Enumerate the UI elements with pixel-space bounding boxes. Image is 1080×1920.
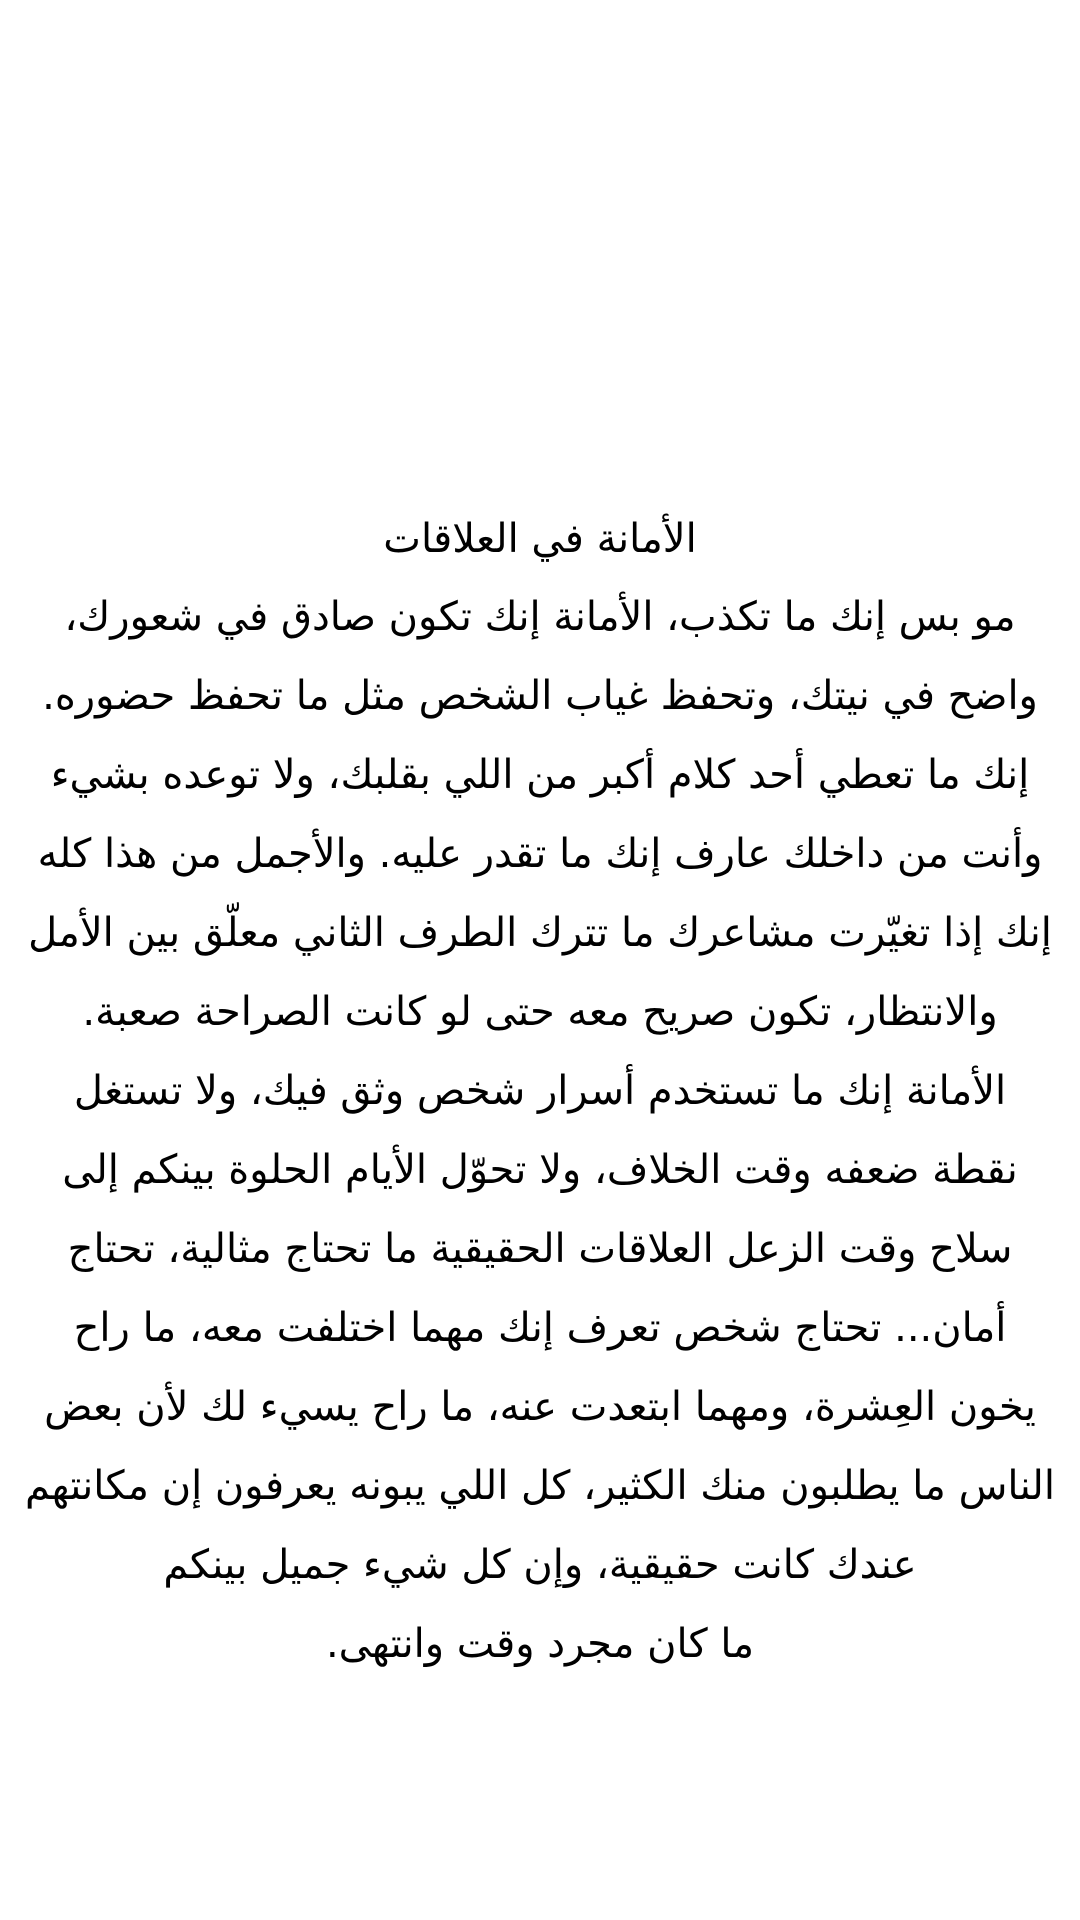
- note-title: الأمانة في العلاقات: [383, 516, 697, 562]
- note-line: سلاح وقت الزعل العلاقات الحقيقية ما تحتاج مثالية، تحتاج: [67, 1226, 1013, 1272]
- note-line: يخون العِشرة، ومهما ابتعدت عنه، ما راح يسيء لك لأن بعض: [44, 1384, 1036, 1430]
- note-line: الأمانة إنك ما تستخدم أسرار شخص وثق فيك، ولا تستغل: [73, 1068, 1007, 1114]
- note-line: نقطة ضعفه وقت الخلاف، ولا تحوّل الأيام الحلوة بينكم إلى: [62, 1147, 1018, 1193]
- note-body: [0, 578, 1080, 1684]
- note-line: مو بس إنك ما تكذب، الأمانة إنك تكون صادق في شعورك،: [64, 594, 1016, 640]
- note-line: واضح في نيتك، وتحفظ غياب الشخص مثل ما تحفظ حضوره.: [42, 673, 1038, 719]
- note-line: وأنت من داخلك عارف إنك ما تقدر عليه. والأجمل من هذا كله: [37, 831, 1043, 877]
- note-line: والانتظار، تكون صريح معه حتى لو كانت الصراحة صعبة.: [82, 989, 998, 1035]
- note-line: الناس ما يطلبون منك الكثير، كل اللي يبونه يعرفون إن مكانتهم: [25, 1463, 1055, 1509]
- note-text-block: [0, 508, 1080, 1684]
- note-line: إنك إذا تغيّرت مشاعرك ما تترك الطرف الثاني معلّق بين الأمل: [28, 910, 1052, 956]
- note-line: إنك ما تعطي أحد كلام أكبر من اللي بقلبك، ولا توعده بشيء: [50, 752, 1030, 798]
- note-line: أمان... تحتاج شخص تعرف إنك مهما اختلفت معه، ما راح: [73, 1305, 1007, 1351]
- note-line: ما كان مجرد وقت وانتهى.: [325, 1621, 755, 1667]
- note-line: عندك كانت حقيقية، وإن كل شيء جميل بينكم: [163, 1542, 917, 1588]
